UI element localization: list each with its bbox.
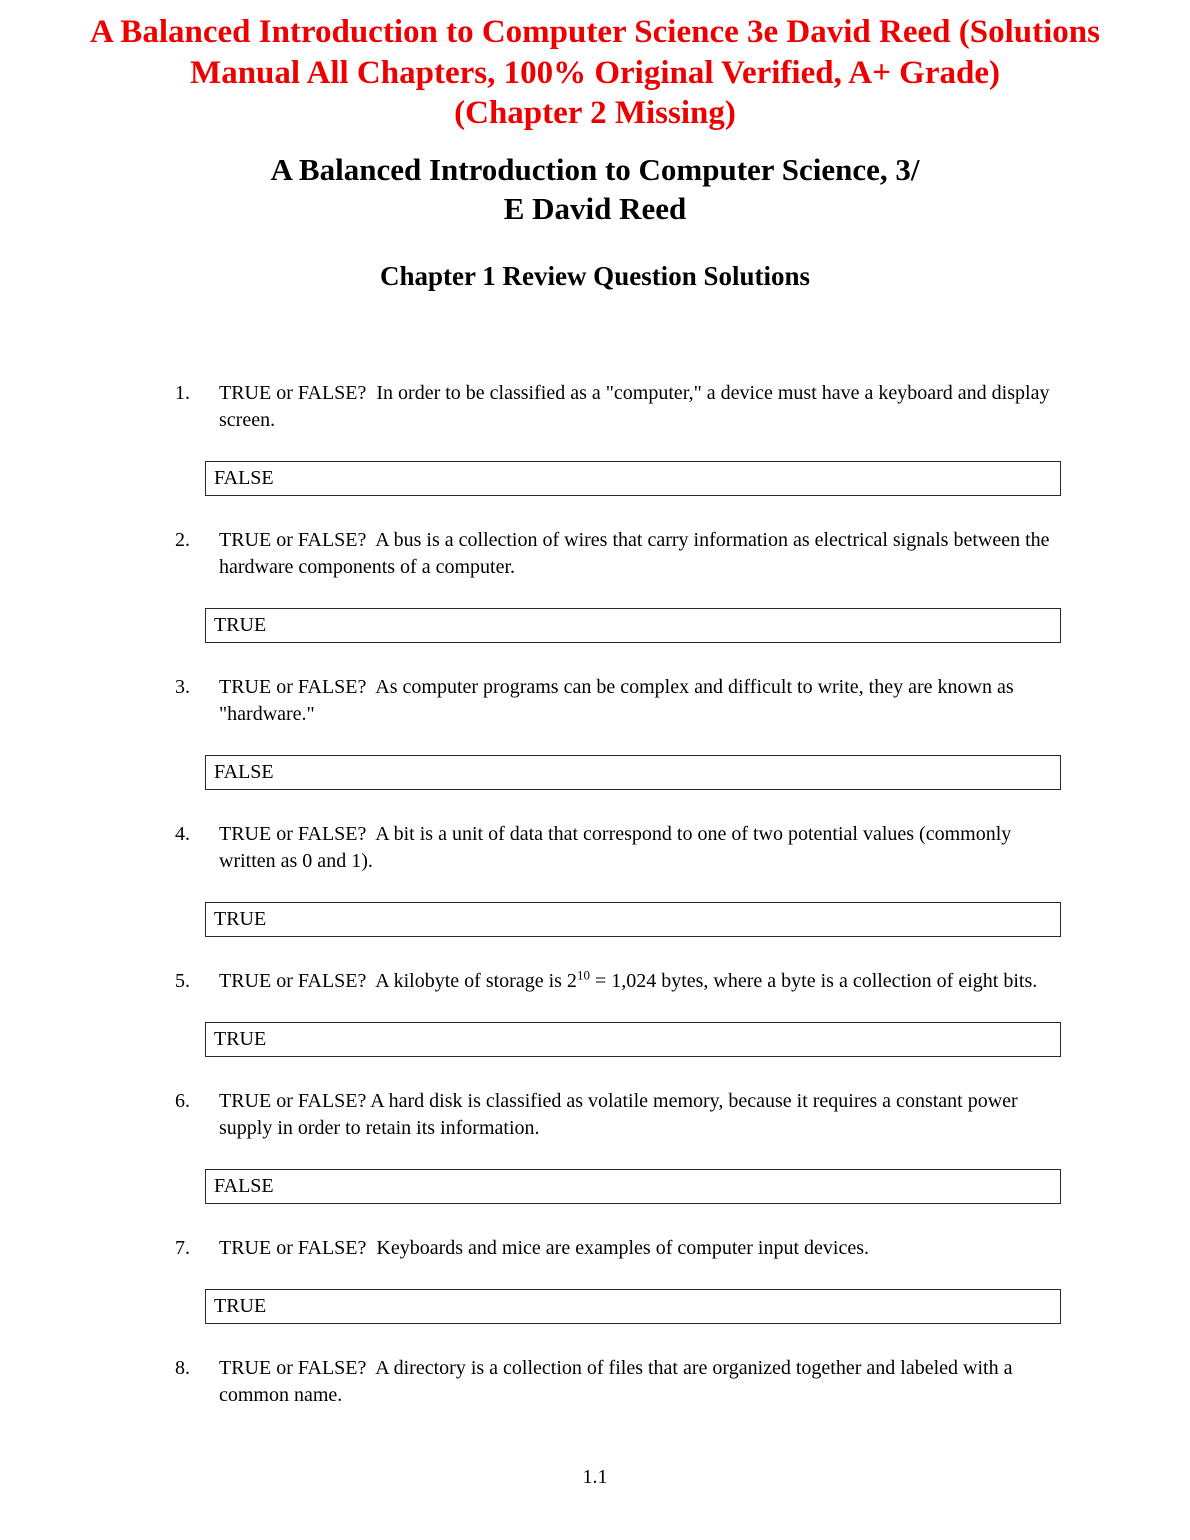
- book-title: [0, 150, 1190, 229]
- page-number-footer: 1.1: [582, 1466, 608, 1488]
- chapter-heading: Chapter 1 Review Question Solutions: [379, 261, 811, 292]
- question-text: [219, 968, 1057, 995]
- question-item-4: [175, 821, 1065, 875]
- answer-text: TRUE: [214, 908, 267, 931]
- answer-box-7: [205, 1289, 1061, 1324]
- answer-box-5: [205, 1022, 1061, 1057]
- book-title-line-1: A Balanced Introduction to Computer Science, 3/: [270, 151, 920, 187]
- question-number: 8.: [175, 1357, 190, 1380]
- answer-text: FALSE: [214, 1175, 274, 1198]
- question-item-1: [175, 380, 1065, 434]
- question-number: 6.: [175, 1090, 190, 1113]
- question-text-post: = 1,024 bytes, where a byte is a collection of eight bits.: [589, 970, 1038, 993]
- answer-text: TRUE: [214, 614, 267, 637]
- answer-box-3: [205, 755, 1061, 790]
- answer-box-6: [205, 1169, 1061, 1204]
- listing-title-line-1: A Balanced Introduction to Computer Science 3e David Reed (Solutions: [90, 14, 1100, 50]
- question-text: TRUE or FALSE? As computer programs can be complex and difficult to write, they are known as "hardware.": [219, 676, 1019, 726]
- question-item-2: [175, 527, 1065, 581]
- question-number: 7.: [175, 1237, 190, 1260]
- answer-text: TRUE: [214, 1295, 267, 1318]
- question-text: TRUE or FALSE? A bus is a collection of wires that carry information as electrical signals between the hardware components of a computer.: [219, 529, 1055, 579]
- answer-box-1: [205, 461, 1061, 496]
- question-number: 5.: [175, 970, 190, 993]
- exponent-superscript: 10: [576, 967, 590, 983]
- book-title-line-2: E David Reed: [503, 191, 687, 227]
- answer-text: FALSE: [214, 761, 274, 784]
- question-number: 3.: [175, 676, 190, 699]
- question-number: 2.: [175, 529, 190, 552]
- question-text: TRUE or FALSE? A hard disk is classified as volatile memory, because it requires a constant power supply in order to retain its information.: [219, 1090, 1023, 1140]
- question-list: [175, 380, 1065, 1409]
- listing-title: [0, 12, 1190, 134]
- question-text-pre: TRUE or FALSE? A kilobyte of storage is 2: [219, 970, 577, 993]
- answer-box-2: [205, 608, 1061, 643]
- question-item-5: [175, 968, 1065, 995]
- question-text: TRUE or FALSE? In order to be classified as a "computer," a device must have a keyboard and display screen.: [219, 382, 1055, 432]
- listing-title-line-3: (Chapter 2 Missing): [454, 95, 736, 132]
- question-item-8: [175, 1355, 1065, 1409]
- question-number: 4.: [175, 823, 190, 846]
- question-text: TRUE or FALSE? A bit is a unit of data that correspond to one of two potential values (commonly written as 0 and 1).: [219, 823, 1017, 873]
- question-item-6: [175, 1088, 1065, 1142]
- answer-text: TRUE: [214, 1028, 267, 1051]
- listing-title-line-2: Manual All Chapters, 100% Original Verified, A+ Grade): [190, 54, 1000, 91]
- question-number: 1.: [175, 382, 190, 405]
- question-text: TRUE or FALSE? Keyboards and mice are examples of computer input devices.: [219, 1237, 869, 1260]
- question-item-3: [175, 674, 1065, 728]
- answer-text: FALSE: [214, 467, 274, 490]
- answer-box-4: [205, 902, 1061, 937]
- question-item-7: [175, 1235, 1065, 1262]
- question-text: TRUE or FALSE? A directory is a collection of files that are organized together and labeled with a common name.: [219, 1357, 1018, 1407]
